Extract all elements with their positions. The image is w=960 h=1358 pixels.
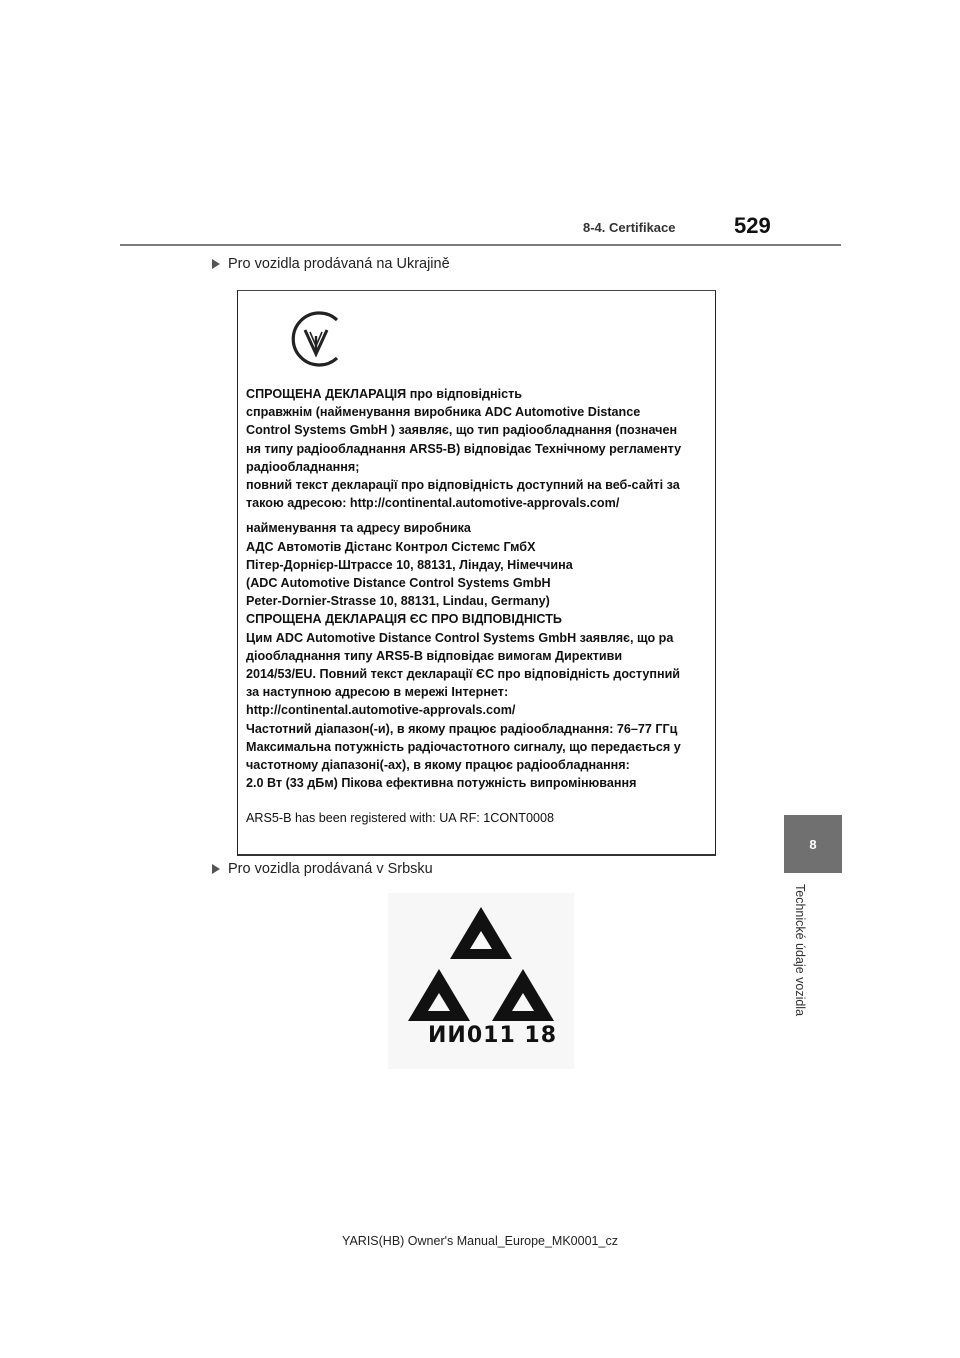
footer-document-id: YARIS(HB) Owner's Manual_Europe_MK0001_cz	[342, 1234, 618, 1248]
declaration-line: повний текст декларації про відповідність доступний на веб-сайті за	[246, 478, 680, 493]
declaration-line: ARS5-B has been registered with: UA RF: 1CONT0008	[246, 811, 554, 826]
declaration-line: ня типу радіообладнання ARS5-B) відповідає Технічному регламенту	[246, 441, 682, 456]
declaration-line: найменування та адресу виробника	[246, 521, 471, 536]
section-heading-serbia	[212, 861, 433, 877]
declaration-line: діообладнання типу ARS5-B відповідає вимогам Директиви	[246, 648, 623, 663]
declaration-line: (ADC Automotive Distance Control Systems GmbH	[246, 576, 551, 591]
ukraine-declaration-box	[237, 290, 716, 856]
declaration-line: Пітер-Дорнієр-Штрассе 10, 88131, Ліндау, Німеччина	[246, 557, 573, 572]
declaration-line: АДС Автомотів Дістанс Контрол Сістемс ГмбХ	[246, 539, 536, 554]
declaration-line: СПРОЩЕНА ДЕКЛАРАЦІЯ ЄС ПРО ВІДПОВІДНІСТЬ	[246, 612, 562, 627]
header-section-title: 8-4. Certifikace	[583, 220, 676, 235]
ukrainian-conformity-mark-icon	[285, 308, 347, 370]
section-heading-ukraine	[212, 256, 450, 272]
chapter-tab[interactable]: 8	[784, 815, 842, 873]
declaration-line: Peter-Dornier-Strasse 10, 88131, Lindau, Germany)	[246, 594, 550, 609]
serbia-mark-block	[388, 893, 574, 1069]
triangle-bullet-icon	[212, 864, 220, 874]
header-rule	[120, 244, 841, 246]
declaration-line: Частотний діапазон(-и), в якому працює радіообладнання: 76–77 ГГц	[246, 721, 678, 736]
chapter-side-label: Technické údaje vozidla	[793, 884, 807, 1017]
page-number: 529	[734, 213, 771, 238]
declaration-line: Цим ADC Automotive Distance Control Systems GmbH заявляє, що ра	[246, 630, 674, 645]
declaration-text	[246, 385, 714, 828]
declaration-line: 2014/53/EU. Повний текст декларації ЄС про відповідність доступний	[246, 667, 681, 682]
declaration-line: Максимальна потужність радіочастотного сигналу, що передається у	[246, 739, 681, 754]
serbia-mark-code: ИИ011 18	[428, 1023, 558, 1048]
declaration-line: за наступною адресою в мережі Інтернет:	[246, 685, 509, 700]
section-heading-label: Pro vozidla prodávaná na Ukrajině	[228, 256, 450, 272]
serbian-conformity-triangle-mark-icon	[388, 893, 574, 1023]
section-heading-label: Pro vozidla prodávaná v Srbsku	[228, 861, 433, 877]
declaration-line: справжнім (найменування виробника ADC Automotive Distance	[246, 405, 641, 420]
declaration-line: http://continental.automotive-approvals.com/	[246, 703, 516, 718]
declaration-line: частотному діапазоні(-ах), в якому працює радіообладнання:	[246, 758, 630, 773]
declaration-line: такою адресою: http://continental.automotive-approvals.com/	[246, 496, 620, 511]
declaration-line: Control Systems GmbH ) заявляє, що тип радіообладнання (позначен	[246, 423, 678, 438]
declaration-line: радіообладнання;	[246, 459, 360, 474]
triangle-bullet-icon	[212, 259, 220, 269]
declaration-line: СПРОЩЕНА ДЕКЛАРАЦІЯ про відповідність	[246, 387, 523, 401]
declaration-line: 2.0 Вт (33 дБм) Пікова ефективна потужність випромінювання	[246, 776, 637, 791]
